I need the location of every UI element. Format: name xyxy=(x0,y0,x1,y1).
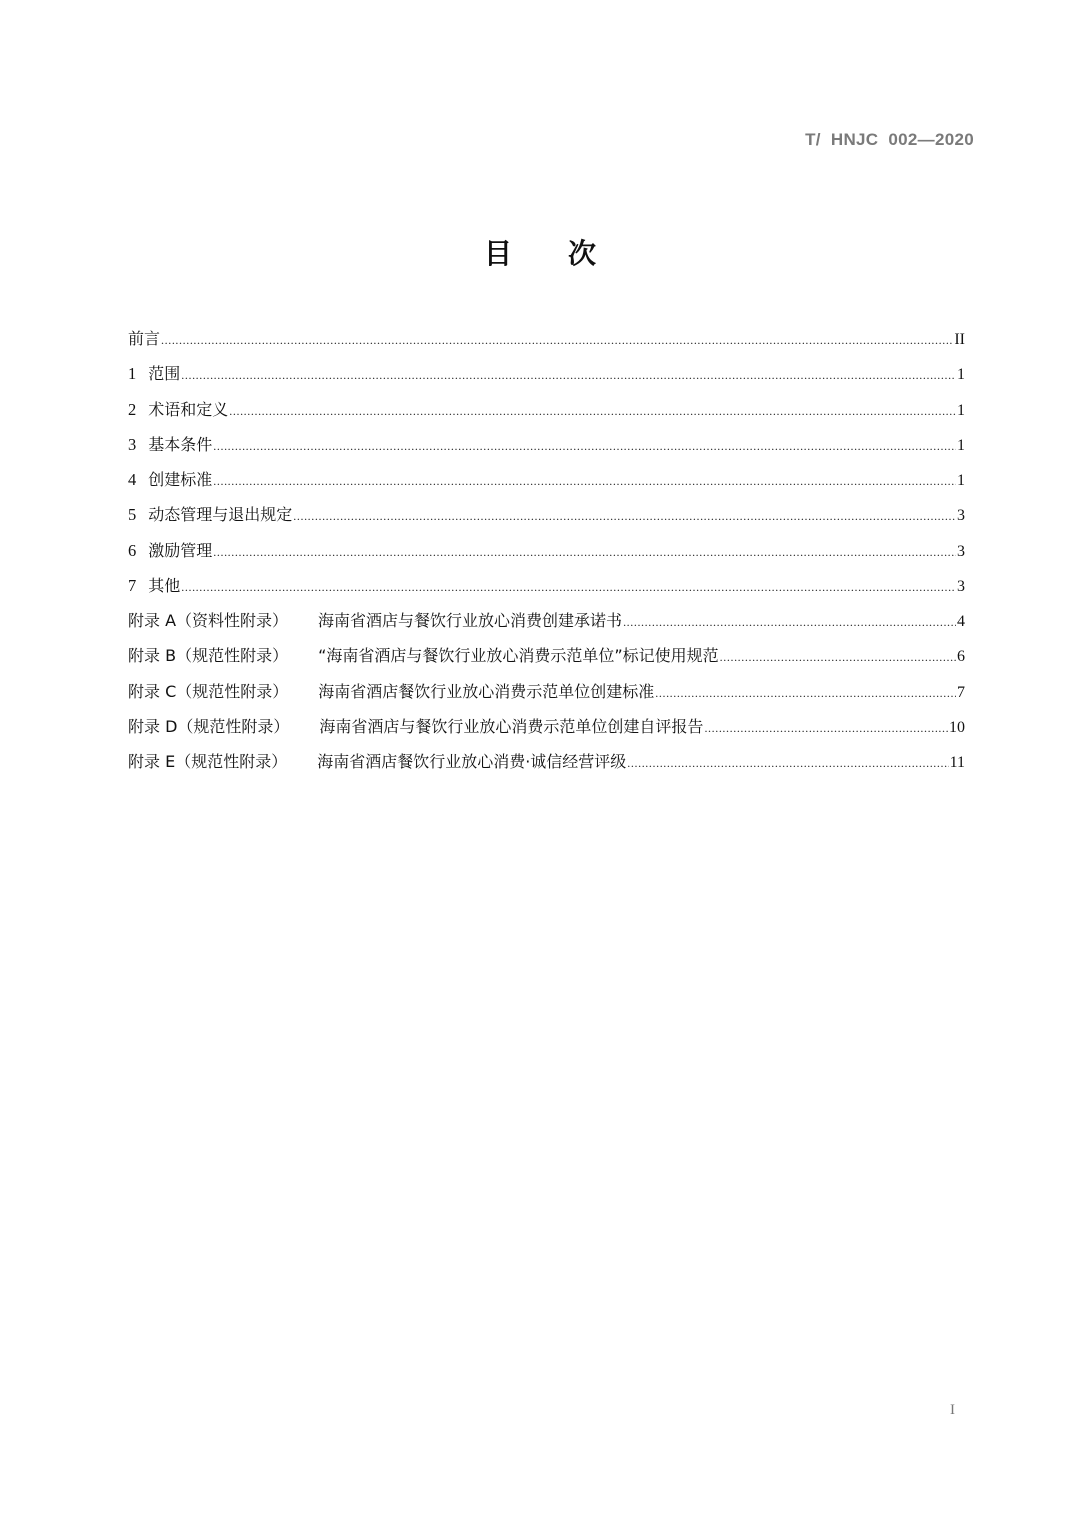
toc-title: 前言 xyxy=(128,329,161,348)
toc-page: 10 xyxy=(949,718,965,736)
toc-title: 海南省酒店餐饮行业放心消费·诚信经营评级 xyxy=(317,752,627,771)
dot-leader xyxy=(655,686,956,701)
dot-leader xyxy=(213,474,956,489)
toc-page: 4 xyxy=(957,613,965,630)
table-of-contents xyxy=(128,326,965,784)
toc-entry[interactable] xyxy=(128,608,965,643)
toc-title: 创建标准 xyxy=(148,470,213,489)
toc-entry[interactable] xyxy=(128,397,965,432)
toc-title: 术语和定义 xyxy=(148,399,229,419)
toc-number: 7 xyxy=(128,575,137,595)
toc-entry[interactable] xyxy=(128,432,965,467)
toc-page: 1 xyxy=(957,366,965,384)
toc-number: 4 xyxy=(128,470,137,489)
toc-entry[interactable] xyxy=(128,538,965,573)
toc-title: 海南省酒店与餐饮行业放心消费创建承诺书 xyxy=(318,611,623,630)
toc-page: 1 xyxy=(957,401,965,419)
title-char-2: 次 xyxy=(568,237,597,270)
toc-appendix-label: 附录 C（规范性附录） xyxy=(128,681,289,701)
toc-page: 11 xyxy=(949,754,965,771)
toc-page: 7 xyxy=(957,683,965,701)
toc-page: 1 xyxy=(957,472,965,489)
toc-page: 3 xyxy=(957,577,965,595)
toc-title: 海南省酒店餐饮行业放心消费示范单位创建标准 xyxy=(318,681,655,701)
title-char-1: 目 xyxy=(483,237,512,270)
toc-appendix-label: 附录 E（规范性附录） xyxy=(128,752,288,771)
dot-leader xyxy=(293,509,956,524)
toc-page: 1 xyxy=(957,436,965,454)
dot-leader xyxy=(623,615,956,630)
page-number: I xyxy=(950,1402,955,1418)
dot-leader xyxy=(181,580,956,595)
toc-title: 激励管理 xyxy=(148,540,213,560)
dot-leader xyxy=(720,650,956,665)
toc-entry[interactable] xyxy=(128,361,965,396)
toc-entry[interactable] xyxy=(128,326,965,361)
toc-entry[interactable] xyxy=(128,502,965,537)
toc-title: 其他 xyxy=(148,575,181,595)
toc-title: 范围 xyxy=(148,364,181,384)
dot-leader xyxy=(229,404,956,419)
toc-title: 动态管理与退出规定 xyxy=(148,505,293,525)
toc-number: 2 xyxy=(128,399,137,419)
dot-leader xyxy=(181,368,956,383)
toc-appendix-label: 附录 D（规范性附录） xyxy=(128,716,290,736)
dot-leader xyxy=(704,721,948,736)
toc-title: 基本条件 xyxy=(148,434,213,454)
dot-leader xyxy=(161,333,953,348)
toc-entry[interactable] xyxy=(128,467,965,502)
page-title xyxy=(0,232,1080,272)
dot-leader xyxy=(627,756,948,771)
toc-page: II xyxy=(954,331,965,348)
toc-number: 6 xyxy=(128,540,137,560)
toc-number: 1 xyxy=(128,364,137,384)
toc-appendix-label: 附录 A（资料性附录） xyxy=(128,611,289,630)
toc-entry[interactable] xyxy=(128,714,965,749)
toc-appendix-label: 附录 B（规范性附录） xyxy=(128,646,289,666)
dot-leader xyxy=(213,439,956,454)
toc-entry[interactable] xyxy=(128,679,965,714)
toc-entry[interactable] xyxy=(128,749,965,784)
toc-page: 3 xyxy=(957,542,965,560)
toc-title: 海南省酒店与餐饮行业放心消费示范单位创建自评报告 xyxy=(319,716,704,736)
toc-number: 5 xyxy=(128,505,137,525)
toc-entry[interactable] xyxy=(128,573,965,608)
toc-entry[interactable] xyxy=(128,643,965,678)
toc-number: 3 xyxy=(128,434,137,454)
standard-code: T/ HNJC 002—2020 xyxy=(805,130,974,149)
dot-leader xyxy=(213,545,956,560)
toc-page: 3 xyxy=(957,507,965,525)
toc-page: 6 xyxy=(957,648,965,666)
toc-title: “海南省酒店与餐饮行业放心消费示范单位”标记使用规范 xyxy=(318,646,719,666)
